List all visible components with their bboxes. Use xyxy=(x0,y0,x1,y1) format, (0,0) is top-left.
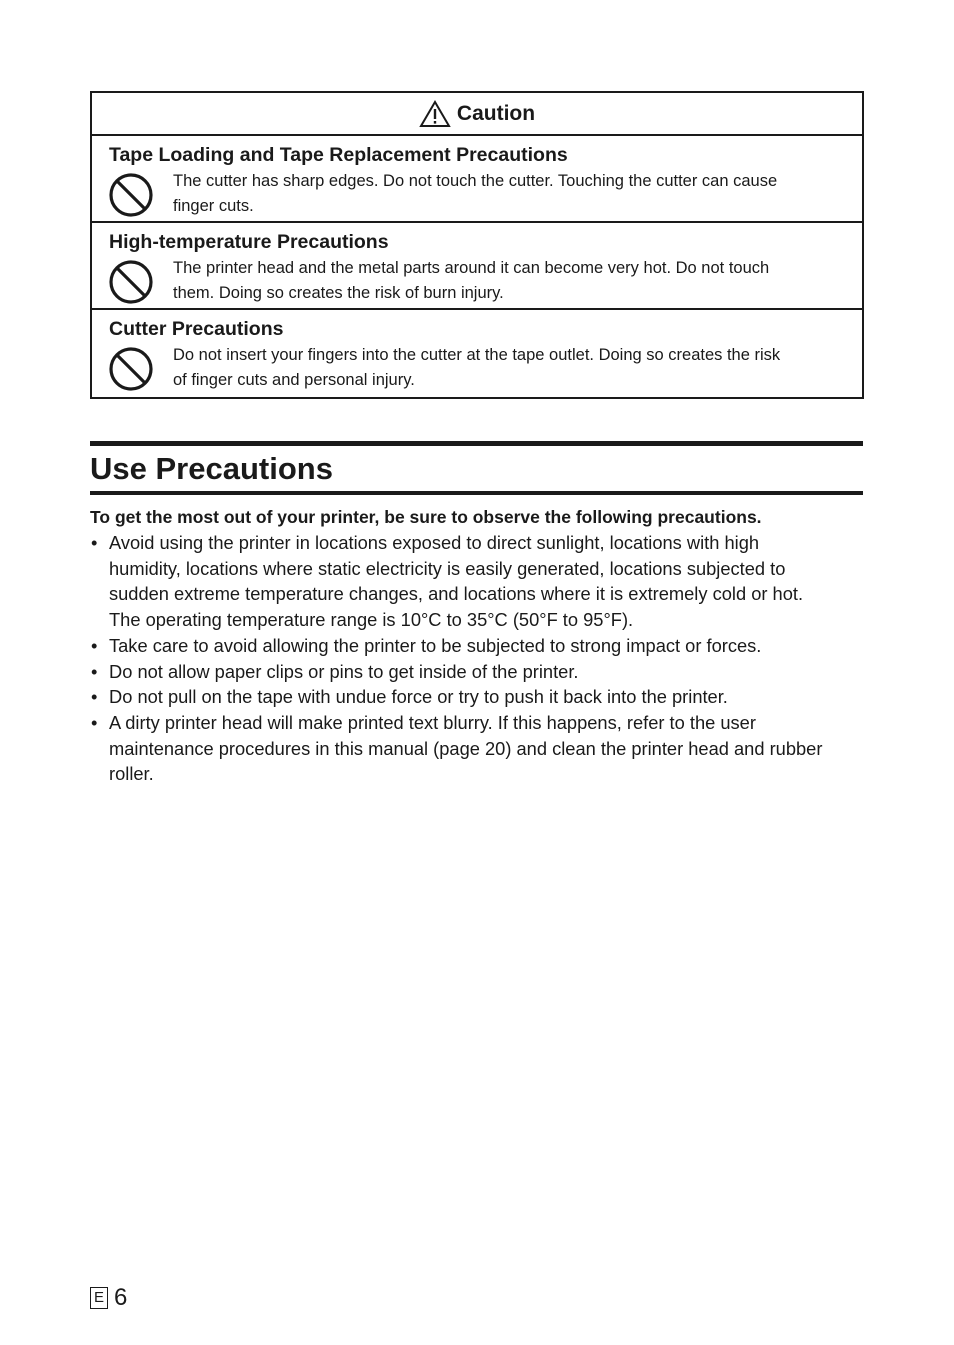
page-footer xyxy=(90,1285,127,1311)
list-item-line: A dirty printer head will make printed text blurry. If this happens, refer to the user xyxy=(109,711,756,733)
list-item xyxy=(90,530,866,633)
section-text xyxy=(173,169,843,218)
list-item-line: sudden extreme temperature changes, and locations where it is extremely cold or hot. xyxy=(109,583,804,605)
prohibited-icon xyxy=(108,259,154,305)
bullet-icon: • xyxy=(91,711,98,733)
bullet-icon: • xyxy=(91,686,98,708)
list-item-line: humidity, locations where static electricity is easily generated, locations subjected to xyxy=(109,557,786,579)
caution-section-tape-loading xyxy=(92,136,862,223)
section-title: Tape Loading and Tape Replacement Precautions xyxy=(109,144,568,166)
heading-rule-top xyxy=(90,441,863,446)
page-number: 6 xyxy=(114,1284,128,1311)
section-text xyxy=(173,343,843,392)
section-text xyxy=(173,256,843,305)
list-item-line: Do not allow paper clips or pins to get inside of the printer. xyxy=(109,660,579,682)
section-text-line: The printer head and the metal parts around it can become very hot. Do not touch xyxy=(173,259,770,277)
list-item-line: maintenance procedures in this manual (page 20) and clean the printer head and rubber xyxy=(109,737,823,759)
caution-header xyxy=(92,93,862,136)
intro-text: To get the most out of your printer, be sure to observe the following precautions. xyxy=(90,507,762,527)
section-text-line: them. Doing so creates the risk of burn injury. xyxy=(173,283,504,302)
precautions-list xyxy=(90,530,866,787)
list-item xyxy=(90,710,866,787)
bullet-icon: • xyxy=(91,532,98,553)
bullet-icon: • xyxy=(91,634,98,656)
list-item xyxy=(90,633,866,659)
page-title: Use Precautions xyxy=(90,451,333,486)
list-item-line: Avoid using the printer in locations exposed to direct sunlight, locations with high xyxy=(109,532,760,553)
list-item xyxy=(90,684,866,710)
prohibited-icon xyxy=(108,346,154,392)
section-text-line: finger cuts. xyxy=(173,196,254,215)
list-item xyxy=(90,659,866,685)
caution-title: Caution xyxy=(456,101,536,125)
list-item-line: The operating temperature range is 10°C to 35°C (50°F to 95°F). xyxy=(109,609,634,631)
section-title: Cutter Precautions xyxy=(109,318,284,340)
prohibited-icon xyxy=(108,172,154,218)
section-text-line: of finger cuts and personal injury. xyxy=(173,370,415,389)
language-marker: E xyxy=(90,1287,108,1309)
list-item-line: roller. xyxy=(109,763,154,785)
warning-triangle-icon xyxy=(419,100,451,128)
list-item-line: Do not pull on the tape with undue force or try to push it back into the printer. xyxy=(109,686,728,708)
caution-section-high-temperature xyxy=(92,223,862,310)
caution-box xyxy=(90,91,864,399)
bullet-icon: • xyxy=(91,660,98,682)
list-item-line: Take care to avoid allowing the printer to be subjected to strong impact or forces. xyxy=(109,634,762,656)
section-text-line: Do not insert your fingers into the cutter at the tape outlet. Doing so creates the risk xyxy=(173,346,781,364)
section-title: High-temperature Precautions xyxy=(109,231,389,253)
section-text-line: The cutter has sharp edges. Do not touch the cutter. Touching the cutter can cause xyxy=(173,172,778,190)
caution-section-cutter xyxy=(92,310,862,397)
heading-rule-bottom xyxy=(90,491,863,495)
